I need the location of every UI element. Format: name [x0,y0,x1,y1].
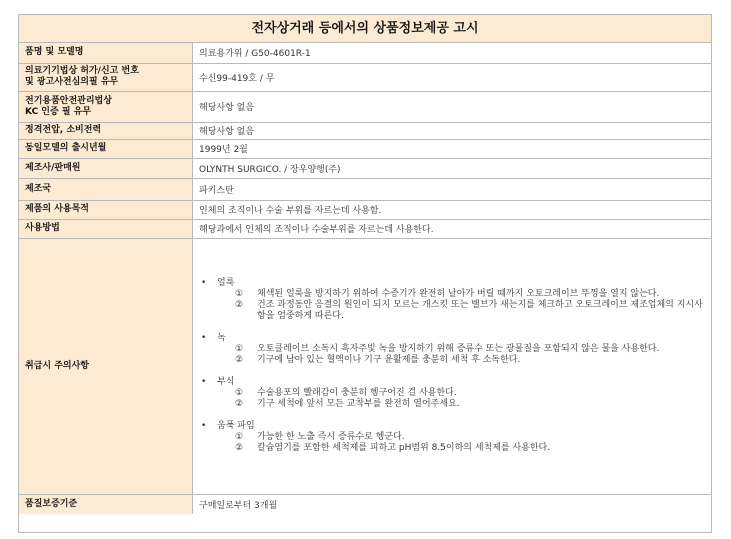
item-number: ① [235,289,244,299]
table-row [19,91,711,122]
row-label [19,139,193,158]
row-label-line: 동일모델의 출시년월 [25,143,107,153]
row-label-line: 정격전압, 소비전력 [25,125,102,135]
caution-section-title [201,278,705,289]
caution-item [201,388,705,399]
caution-value [193,238,712,494]
item-number: ① [235,388,244,398]
row-label [19,91,193,122]
row-label [19,122,193,139]
item-number: ② [235,443,244,453]
section-title-text: 움푹 파임 [217,421,255,431]
item-text: 기구에 남아 있는 혈액이나 기구 윤활제를 충분히 세척 후 소독한다. [257,355,521,365]
caution-label: 취급시 주의사항 [19,238,193,494]
row-value: 파키스탄 [193,178,712,200]
row-label-line: 제품의 사용목적 [25,204,89,214]
caution-notes [193,274,711,458]
row-label-line: 품명 및 모델명 [25,47,84,58]
item-number: ② [235,300,244,310]
section-title-text: 녹 [217,333,226,343]
caution-section [201,421,705,454]
bullet-icon: • [201,278,207,288]
table-row [19,178,711,200]
table-row [19,219,711,238]
row-label-line: 전기용품안전관리법상 [25,95,112,106]
warranty-label: 품질보증기준 [19,494,193,514]
item-text: 오토클레이브 소독시 흑자주빛 녹을 방지하기 위해 증류수 또는 광물질을 포함되지 않은 물을 사용한다. [257,344,660,354]
caution-item [201,443,705,454]
caution-item [201,399,705,410]
section-title-text: 얼룩 [217,278,235,288]
item-number: ② [235,399,244,409]
product-info-notice [18,14,712,533]
item-number: ① [235,432,244,442]
item-text: 채색된 얼룩을 방지하기 위하여 수증기가 완전히 날아가 버릴 때까지 오토크레이브 뚜껑을 열지 않는다. [257,289,660,299]
item-number: ① [235,344,244,354]
row-value: 해당사항 없음 [193,122,712,139]
caution-section-title [201,333,705,344]
caution-item [201,355,705,366]
row-label-line: KC 인증 필 유무 [25,106,92,117]
section-title-text: 부식 [217,377,235,387]
row-value: 해당사항 없음 [193,91,712,122]
row-label-line: 의료기기법상 허가/신고 번호 [25,66,139,76]
caution-item [201,344,705,355]
row-value: 인체의 조직이나 수술 부위를 자르는데 사용함. [193,200,712,219]
row-value: 해당과에서 인체의 조직이나 수술부위를 자르는데 사용한다. [193,219,712,238]
item-text: 수술용포의 빨래감이 충분히 헹구어진 걸 사용한다. [257,388,457,398]
caution-row [19,238,711,494]
table-row [19,139,711,158]
table-row [19,63,711,91]
caution-item [201,300,705,322]
row-label [19,219,193,238]
item-number: ② [235,355,244,365]
table-row [19,494,711,514]
row-label-line: 제조사/판매원 [25,162,81,173]
caution-section [201,333,705,366]
row-label [19,178,193,200]
row-label [19,63,193,91]
info-table [19,43,711,514]
caution-section [201,377,705,410]
warranty-value: 구매일로부터 3개월 [193,494,712,514]
bullet-icon: • [201,333,207,343]
table-row [19,43,711,63]
caution-item [201,289,705,300]
caution-section-title [201,421,705,432]
row-label [19,43,193,63]
row-label [19,200,193,219]
item-text: 건조 과정동안 응결의 원인이 되지 모르는 개스킷 또는 밸브가 새는지를 체크하고 오토크레이브 제조업체의 지시사항을 엄중하게 따른다. [257,300,703,321]
item-text: 칼슘염기를 포함한 세척제를 피하고 pH범위 8.5이하의 세척제를 사용한다. [257,443,551,453]
table-row [19,200,711,219]
notice-title: 전자상거래 등에서의 상품정보제공 고시 [19,15,711,43]
row-label-line: 사용방법 [25,223,60,233]
caution-section-title [201,377,705,388]
caution-section [201,278,705,322]
bullet-icon: • [201,421,207,431]
row-value: 1999년 2월 [193,139,712,158]
row-value: OLYNTH SURGICO. / 장우양행(주) [193,158,712,178]
row-value: 수신99-419호 / 무 [193,63,712,91]
table-row [19,158,711,178]
item-text: 기구 세척에 앞서 모든 교착부를 완전히 열어주세요. [257,399,460,409]
row-label-line: 제조국 [25,183,52,194]
table-row [19,122,711,139]
row-value: 의료용가위 / G50-4601R-1 [193,43,712,63]
bullet-icon: • [201,377,207,387]
item-text: 가능한 한 노출 즉시 증류수로 헹군다. [257,432,405,442]
row-label [19,158,193,178]
caution-item [201,432,705,443]
row-label-line: 및 광고사전심의필 유무 [25,77,119,87]
